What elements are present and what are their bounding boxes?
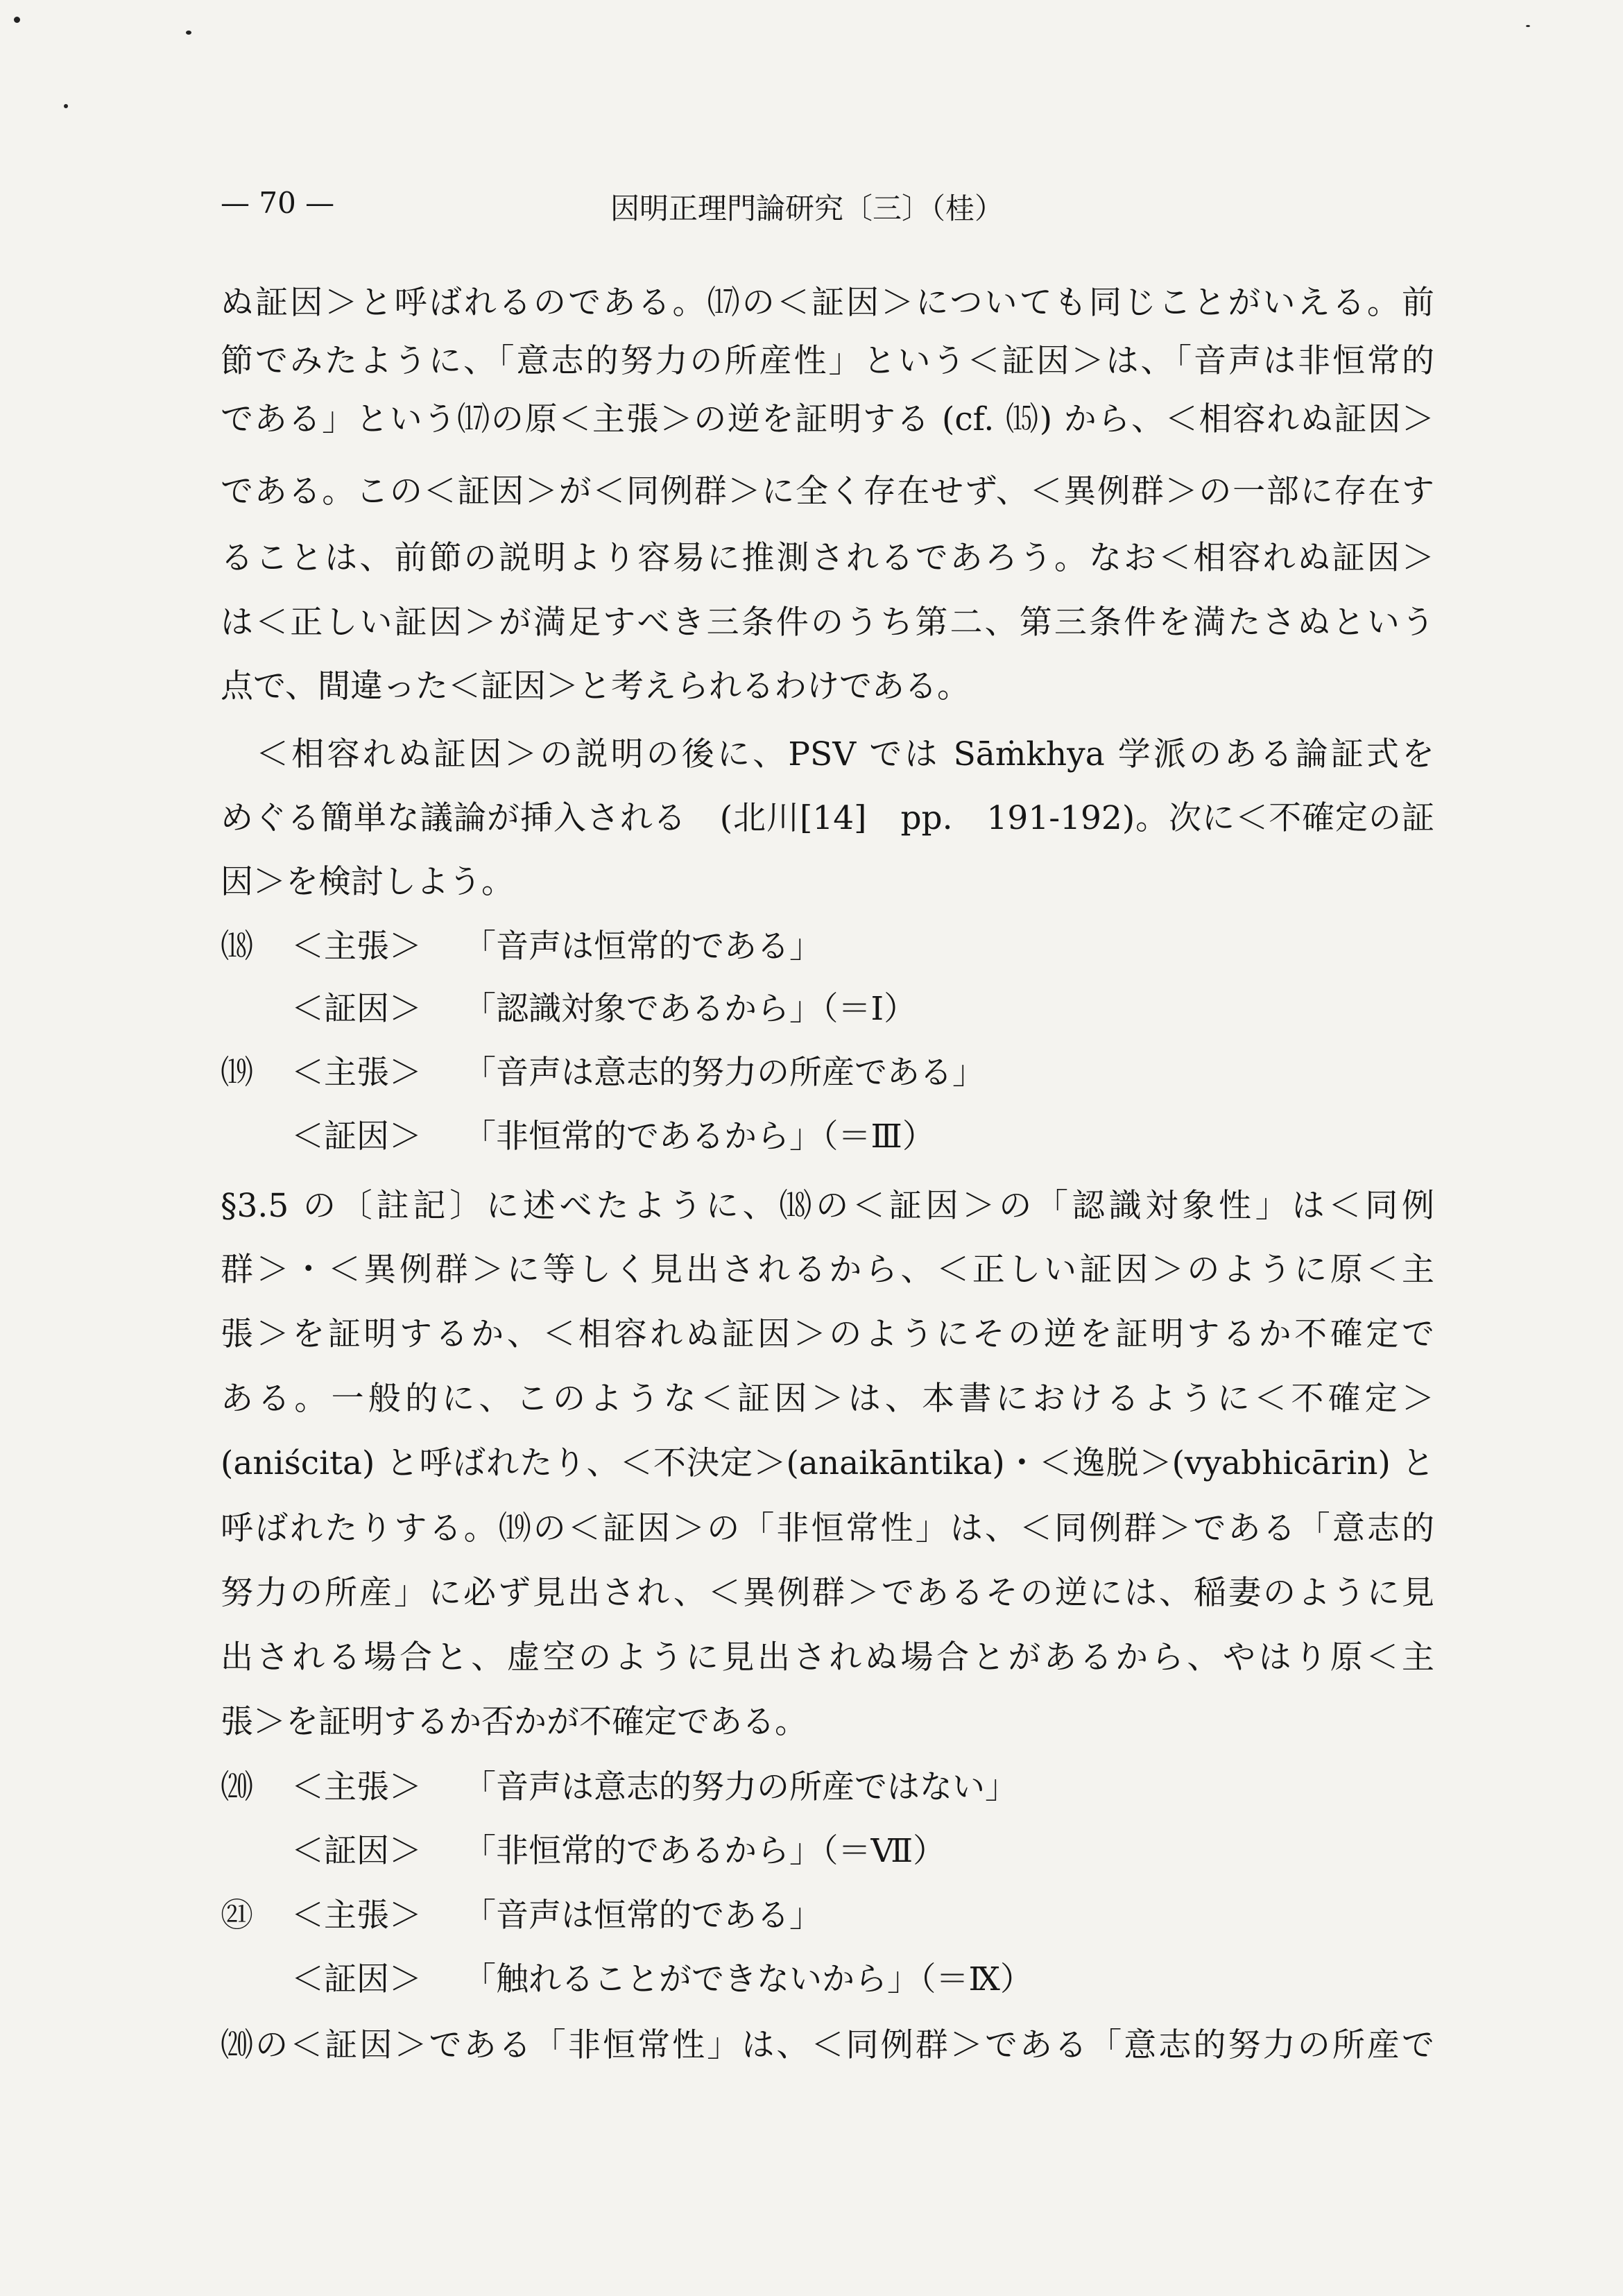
example-label: ＜証因＞	[291, 1960, 422, 1998]
scan-speck	[186, 31, 191, 35]
example-label: ＜主張＞	[291, 927, 422, 966]
body-line: 呼ばれたりする。⒆の＜証因＞の「非恒常性」は、＜同例群＞である「意志的	[221, 1509, 1434, 1548]
scan-speck	[64, 104, 68, 108]
scan-speck	[14, 17, 20, 23]
example-text: 「非恒常的であるから」（＝Ⅲ）	[463, 1117, 935, 1156]
body-line: 節でみたように、「意志的努力の所産性」という＜証因＞は、「音声は非恒常的	[221, 342, 1434, 380]
example-text: 「音声は恒常的である」	[463, 927, 822, 966]
body-line: 点で、間違った＜証因＞と考えられるわけである。	[221, 667, 970, 705]
scan-speck	[1526, 25, 1530, 27]
body-line: 張＞を証明するか否かが不確定である。	[221, 1703, 807, 1741]
example-label: ＜主張＞	[291, 1896, 422, 1935]
example-label: ＜主張＞	[291, 1768, 422, 1806]
running-title: 因明正理門論研究〔三〕（桂）	[610, 191, 1004, 225]
example-text: 「認識対象であるから」（＝Ⅰ）	[463, 990, 917, 1028]
example-label: ＜証因＞	[291, 990, 422, 1028]
body-line: は＜正しい証因＞が満足すべき三条件のうち第二、第三条件を満たさぬという	[221, 603, 1434, 642]
body-line: ることは、前節の説明より容易に推測されるであろう。なお＜相容れぬ証因＞	[221, 539, 1434, 577]
body-line: めぐる簡単な議論が挿入される (北川[14] pp. 191-192)。次に＜不確定の証	[221, 799, 1434, 837]
page-header	[0, 186, 1623, 234]
body-line: 張＞を証明するか、＜相容れぬ証因＞のようにその逆を証明するか不確定で	[221, 1315, 1434, 1353]
example-number: ⒇	[221, 1768, 253, 1806]
body-line: である。この＜証因＞が＜同例群＞に全く存在せず、＜異例群＞の一部に存在す	[221, 472, 1434, 511]
example-number: ⒆	[221, 1054, 253, 1092]
body-line: である」という⒄の原＜主張＞の逆を証明する (cf. ⒂) から、＜相容れぬ証因＞	[221, 400, 1434, 438]
body-line: ある。一般的に、このような＜証因＞は、本書におけるように＜不確定＞	[221, 1380, 1434, 1418]
body-line: (aniścita) と呼ばれたり、＜不決定＞(anaikāntika)・＜逸脱＞(vyabhicārin) と	[221, 1444, 1434, 1482]
body-line: ぬ証因＞と呼ばれるのである。⒄の＜証因＞についても同じことがいえる。前	[221, 284, 1434, 322]
example-text: 「音声は意志的努力の所産である」	[463, 1054, 985, 1092]
body-line: §3.5 の〔註記〕に述べたように、⒅の＜証因＞の「認識対象性」は＜同例	[221, 1187, 1434, 1225]
example-text: 「音声は恒常的である」	[463, 1896, 822, 1935]
example-number: ㉑	[221, 1896, 253, 1935]
body-line: ＜相容れぬ証因＞の説明の後に、PSV では Sāṁkhya 学派のある論証式を	[221, 735, 1434, 773]
example-text: 「音声は意志的努力の所産ではない」	[463, 1768, 1017, 1806]
example-label: ＜証因＞	[291, 1832, 422, 1870]
example-label: ＜証因＞	[291, 1117, 422, 1156]
example-text: 「触れることができないから」（＝Ⅸ）	[463, 1960, 1033, 1998]
body-line: 因＞を検討しよう。	[221, 863, 514, 901]
page-number: — 70 —	[221, 186, 335, 220]
body-line: 群＞・＜異例群＞に等しく見出されるから、＜正しい証因＞のように原＜主	[221, 1251, 1434, 1289]
example-number: ⒅	[221, 927, 253, 966]
body-line: ⒇の＜証因＞である「非恒常性」は、＜同例群＞である「意志的努力の所産で	[221, 2026, 1434, 2064]
body-line: 出される場合と、虚空のように見出されぬ場合とがあるから、やはり原＜主	[221, 1638, 1434, 1677]
example-label: ＜主張＞	[291, 1054, 422, 1092]
body-line: 努力の所産」に必ず見出され、＜異例群＞であるその逆には、稲妻のように見	[221, 1574, 1434, 1612]
example-text: 「非恒常的であるから」（＝Ⅶ）	[463, 1832, 946, 1870]
